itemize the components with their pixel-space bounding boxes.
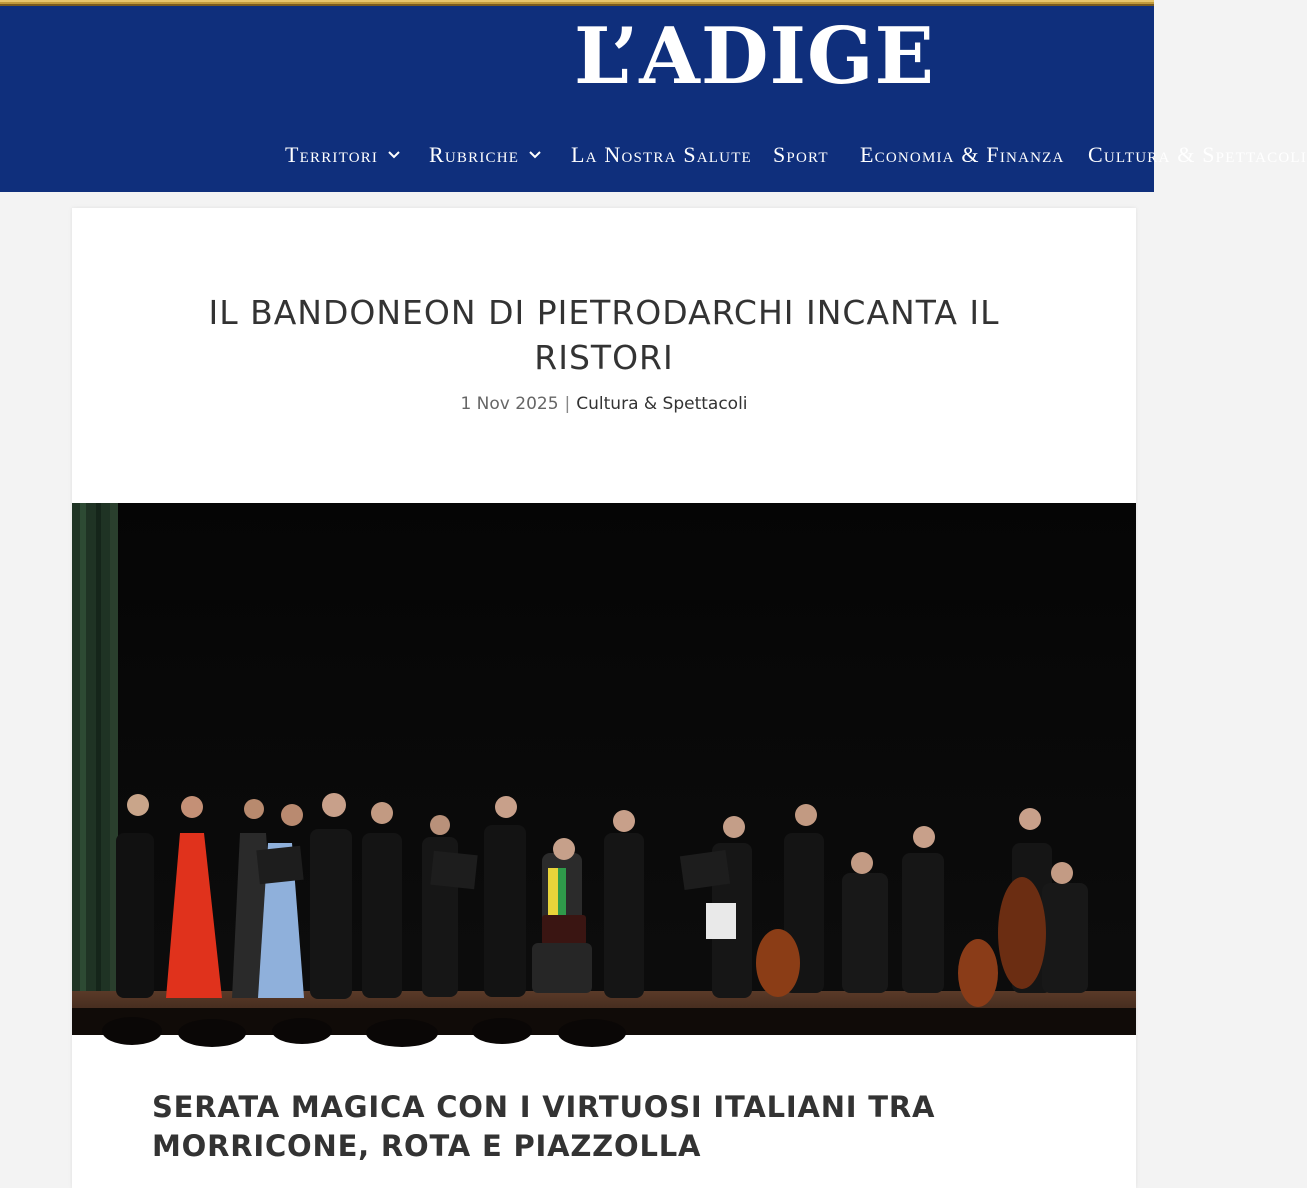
nav-item-la-nostra-salute[interactable] [571, 135, 752, 175]
article-featured-image [72, 503, 1136, 1035]
nav-item-cultura-spettacoli[interactable] [1088, 135, 1307, 175]
article-meta [72, 394, 1136, 414]
article-category-link[interactable]: Cultura & Spettacoli [576, 394, 748, 414]
nav-item-label: Sport [773, 142, 829, 167]
nav-item-label: Cultura & Spettacoli [1088, 142, 1307, 167]
concert-stage-photo [72, 503, 1136, 1035]
site-header [0, 0, 1307, 192]
site-logo[interactable]: L’ADIGE [574, 11, 936, 102]
nav-item-rubriche[interactable] [429, 135, 541, 175]
nav-item-label: Territori [285, 142, 379, 167]
meta-separator: | [564, 394, 571, 414]
main-nav [0, 135, 1307, 175]
nav-item-sport[interactable] [773, 135, 829, 175]
nav-item-territori[interactable] [285, 135, 400, 175]
article-subtitle: SERATA MAGICA CON I VIRTUOSI ITALIANI TRA MORRICONE, ROTA E PIAZZOLLA [152, 1090, 936, 1163]
header-gold-border [0, 0, 1154, 6]
nav-item-label: Rubriche [429, 142, 520, 167]
article-title: IL BANDONEON DI PIETRODARCHI INCANTA IL RISTORI [208, 293, 1000, 377]
chevron-down-icon [529, 151, 541, 159]
nav-item-economia-finanza[interactable] [860, 135, 1065, 175]
article-date: 1 Nov 2025 [460, 394, 559, 414]
nav-item-label: La Nostra Salute [571, 142, 752, 167]
article-card [72, 208, 1136, 1188]
nav-item-label: Economia & Finanza [860, 142, 1065, 167]
chevron-down-icon [388, 151, 400, 159]
